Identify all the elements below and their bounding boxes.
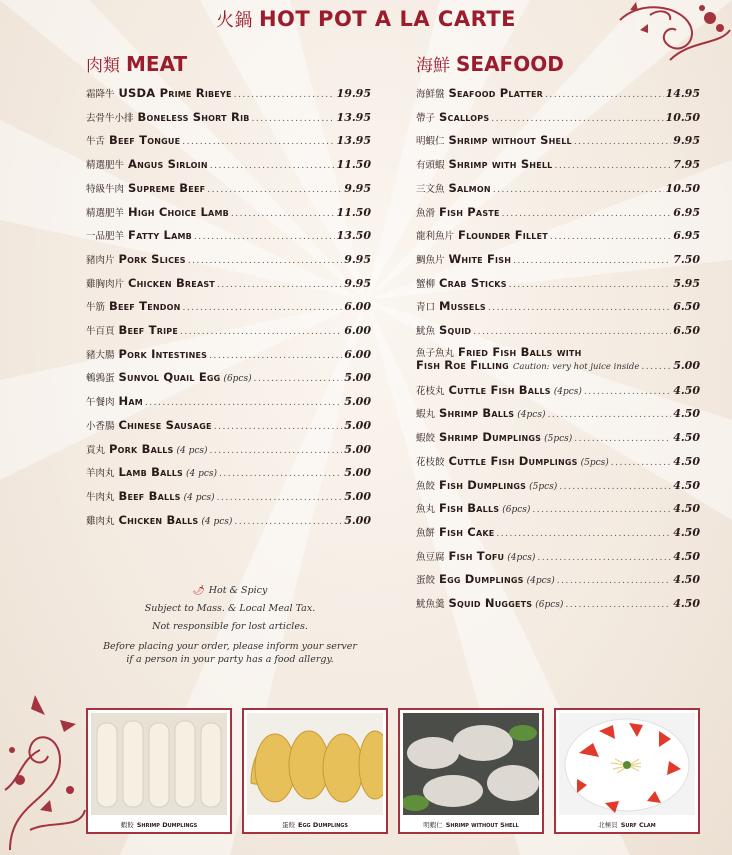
item-price: 9.95 [344, 252, 371, 266]
menu-item [86, 465, 371, 485]
item-zh: 蝦丸 [416, 409, 436, 421]
item-zh: 貢丸 [86, 444, 106, 456]
item-price: 5.00 [344, 489, 371, 503]
item-note: (6pcs) [502, 505, 531, 516]
item-price: 5.95 [673, 276, 700, 290]
item-name: Squid [439, 323, 472, 337]
item-name: White Fish [448, 251, 512, 266]
menu-item [416, 430, 700, 450]
item-name: Shrimp Balls [439, 406, 515, 421]
item-zh: 蛋餃 [416, 575, 436, 587]
dot-leader [207, 185, 342, 195]
menu-item [86, 370, 371, 390]
item-zh: 蝦餃 [416, 433, 436, 445]
item-name: Pork Balls [109, 441, 174, 456]
item-caution: Caution: very hot juice inside [512, 361, 640, 372]
item-price: 9.95 [344, 181, 371, 195]
dot-leader [574, 137, 671, 147]
item-price: 4.50 [673, 502, 700, 516]
item-name: Cuttle Fish Dumplings [448, 453, 578, 468]
photo-caption [244, 820, 386, 829]
item-name: Fatty Lamb [128, 228, 192, 243]
item-zh: 雞胸肉片 [86, 278, 125, 290]
item-price: 6.00 [344, 300, 371, 314]
dot-leader [574, 434, 671, 444]
item-note: (4pcs) [507, 552, 536, 563]
item-price: 11.50 [336, 205, 371, 219]
menu-item [416, 252, 700, 272]
seafood-title-text: SEAFOOD [456, 52, 564, 76]
dot-leader [496, 529, 671, 539]
dot-leader [217, 280, 342, 290]
item-zh: 明蝦仁 [416, 136, 445, 148]
item-price: 4.50 [673, 549, 700, 563]
menu-item [416, 501, 700, 521]
menu-item [416, 454, 700, 474]
menu-item [86, 86, 371, 106]
item-zh: 魚豆腐 [416, 551, 445, 563]
dot-leader [493, 185, 664, 195]
item-name: Cuttle Fish Balls [448, 382, 551, 397]
item-name: Lamb Balls [118, 465, 184, 480]
item-name: Shrimp with Shell [448, 157, 553, 172]
item-note: (5pcs) [580, 457, 609, 468]
item-price: 5.00 [344, 371, 371, 385]
item-name-line1: Fried Fish Balls with [458, 344, 582, 359]
page-title-text: HOT POT A LA CARTE [258, 7, 516, 31]
item-zh: 魚滑 [416, 207, 436, 219]
item-name: Shrimp Dumplings [439, 430, 542, 445]
item-zh: 花枝丸 [416, 385, 445, 397]
menu-item [86, 181, 371, 201]
item-zh: 去骨牛小排 [86, 112, 134, 124]
menu-item [416, 478, 700, 498]
item-zh: 鯛魚片 [416, 254, 445, 266]
item-zh: 三文魚 [416, 183, 445, 195]
item-price: 4.50 [673, 525, 700, 539]
item-price: 5.00 [344, 513, 371, 527]
dot-leader [217, 493, 343, 503]
caption-en: Shrimp without Shell [445, 821, 519, 829]
menu-item [86, 205, 371, 225]
item-price: 19.95 [336, 87, 371, 100]
allergy-note-line2: if a person in your party has a food allergy. [126, 654, 334, 665]
meat-title-cjk: 肉類 [86, 56, 120, 76]
item-price: 4.50 [673, 454, 700, 468]
tax-note: Subject to Mass. & Local Meal Tax. [144, 603, 316, 614]
item-name: Fish Tofu [448, 548, 505, 563]
menu-item [86, 157, 371, 177]
caption-zh: 北極貝 [598, 821, 618, 829]
item-name: Ham [118, 394, 143, 409]
menu-item [86, 394, 371, 414]
dot-leader [559, 482, 671, 492]
item-price: 5.00 [673, 358, 700, 372]
item-name: Seafood Platter [448, 86, 543, 100]
item-price: 5.00 [344, 442, 371, 456]
item-price: 4.50 [673, 407, 700, 421]
dot-leader [509, 280, 672, 290]
dot-leader [537, 553, 671, 563]
menu-item [86, 513, 371, 533]
seafood-title-cjk: 海鮮 [416, 56, 450, 76]
item-zh: 魚餅 [416, 527, 436, 539]
photo-surf-clam [554, 708, 700, 834]
item-price: 4.50 [673, 383, 700, 397]
item-name-line2: Fish Roe Filling [416, 357, 509, 372]
item-note: (5pcs) [544, 434, 573, 445]
menu-item [86, 489, 371, 509]
item-name: Flounder Fillet [458, 228, 548, 243]
menu-item [416, 525, 700, 545]
dot-leader [219, 469, 342, 479]
dot-leader [565, 600, 671, 610]
item-zh: 青口 [416, 302, 436, 314]
item-name: Beef Tongue [109, 133, 181, 148]
item-name: Boneless Short Rib [137, 109, 250, 124]
item-zh: 牛舌 [86, 136, 106, 148]
photo-shrimp-dumplings [86, 708, 232, 834]
surf-clam-image [559, 713, 695, 815]
item-name: Chicken Balls [118, 512, 199, 527]
menu-item [86, 133, 371, 153]
menu-item [416, 133, 700, 153]
meat-section-title [86, 50, 371, 86]
dot-leader [231, 209, 335, 219]
menu-item [416, 205, 700, 225]
item-zh: 牛筋 [86, 302, 106, 314]
menu-item [86, 276, 371, 296]
item-price: 9.95 [673, 134, 700, 148]
dot-leader [641, 362, 671, 372]
dot-leader [252, 114, 335, 124]
item-zh: 小香腸 [86, 420, 115, 432]
menu-item [416, 110, 700, 130]
allergy-note-line1: Before placing your order, please inform your server [103, 641, 357, 652]
item-price: 10.50 [665, 110, 700, 124]
shrimp-without-shell-image [403, 713, 539, 815]
item-zh: 鵪鶉蛋 [86, 373, 115, 385]
menu-item [416, 228, 700, 248]
item-zh: 魷魚羹 [416, 599, 445, 610]
item-zh: 午餐肉 [86, 397, 115, 409]
dot-leader [611, 458, 671, 468]
item-note: (4pcs) [517, 410, 546, 421]
shrimp-dumplings-image [91, 713, 227, 815]
caption-en: Shrimp Dumplings [136, 821, 198, 829]
item-zh: 豬肉片 [86, 254, 115, 266]
item-note: (6pcs) [535, 600, 564, 610]
item-price: 4.50 [673, 573, 700, 587]
item-price: 13.95 [336, 110, 371, 124]
item-zh: 羊肉丸 [86, 468, 115, 480]
item-zh: 精選肥牛 [86, 160, 125, 172]
menu-item [416, 406, 700, 426]
dot-leader [547, 410, 671, 420]
caption-zh: 蝦餃 [120, 821, 134, 829]
item-zh: 豬大腸 [86, 349, 115, 361]
menu-item [416, 572, 700, 592]
item-name: Pork Intestines [118, 346, 208, 361]
dot-leader [210, 161, 335, 171]
item-zh: 魷魚 [416, 326, 436, 337]
item-price: 10.50 [665, 181, 700, 195]
photo-caption [556, 820, 698, 829]
menu-item [416, 86, 700, 106]
item-zh: 龍利魚片 [416, 231, 455, 243]
photo-caption [400, 820, 542, 829]
item-zh: 魚餃 [416, 480, 436, 492]
item-price: 5.00 [344, 418, 371, 432]
item-note: (4 pcs) [186, 469, 218, 480]
item-note: (4pcs) [526, 576, 555, 587]
menu-item [416, 596, 700, 616]
item-name: Chicken Breast [128, 275, 215, 290]
item-zh: 牛百頁 [86, 326, 115, 337]
dot-leader [584, 387, 671, 397]
menu-item [86, 442, 371, 462]
item-zh: 雞肉丸 [86, 515, 115, 527]
item-price: 5.00 [344, 395, 371, 409]
item-price: 4.50 [673, 597, 700, 610]
item-zh: 牛肉丸 [86, 491, 115, 503]
item-price: 13.95 [336, 134, 371, 148]
menu-item [416, 276, 700, 296]
item-zh: 特級牛肉 [86, 183, 125, 195]
dot-leader [180, 327, 342, 337]
item-name: Angus Sirloin [128, 157, 208, 172]
item-name: Fish Cake [439, 524, 495, 539]
dot-leader [488, 303, 671, 313]
dot-leader [513, 256, 671, 266]
caption-zh: 明蝦仁 [423, 821, 443, 829]
dot-leader [473, 327, 671, 337]
caption-en: Surf Clam [620, 821, 656, 829]
item-name: Pork Slices [118, 251, 186, 266]
menu-item [416, 383, 700, 403]
item-price: 14.95 [665, 87, 700, 100]
dot-leader [254, 374, 343, 384]
item-name: High Choice Lamb [128, 204, 229, 219]
item-zh: 霜降牛 [86, 89, 115, 100]
dot-leader [145, 398, 342, 408]
meat-section [86, 50, 371, 527]
dot-leader [210, 446, 343, 456]
item-price: 6.00 [344, 324, 371, 337]
item-price: 11.50 [336, 158, 371, 172]
menu-item [86, 110, 371, 130]
item-name: USDA Prime Ribeye [118, 86, 232, 100]
menu-item [416, 181, 700, 201]
item-price: 6.50 [673, 300, 700, 314]
item-name: Shrimp without Shell [448, 133, 572, 148]
item-price: 6.95 [673, 229, 700, 243]
menu-item [86, 299, 371, 319]
item-zh: 花枝餃 [416, 456, 445, 468]
dot-leader [502, 209, 672, 219]
menu-item [86, 347, 371, 367]
menu-item [416, 549, 700, 569]
item-name: Supreme Beef [128, 180, 206, 195]
menu-item-fish-roe-balls [416, 345, 700, 373]
photo-shrimp-without-shell [398, 708, 544, 834]
item-zh: 海鮮盤 [416, 89, 445, 100]
item-zh: 有頭蝦 [416, 160, 445, 172]
dot-leader [209, 351, 342, 361]
menu-item [86, 228, 371, 248]
bottom-left-swirl-ornament [0, 690, 90, 855]
dot-leader [234, 90, 335, 100]
dot-leader [550, 232, 671, 242]
item-name: Salmon [448, 180, 491, 195]
item-price: 5.00 [344, 466, 371, 480]
item-price: 6.00 [344, 347, 371, 361]
item-name: Crab Sticks [439, 275, 507, 290]
page-title [0, 6, 732, 32]
dot-leader [491, 114, 663, 124]
seafood-section [416, 50, 700, 610]
item-price: 6.95 [673, 205, 700, 219]
item-name: Egg Dumplings [439, 572, 524, 587]
item-name: Fish Paste [439, 204, 500, 219]
item-zh: 魚丸 [416, 504, 436, 516]
item-price: 4.50 [673, 478, 700, 492]
item-name: Fish Balls [439, 501, 500, 516]
photo-caption [88, 820, 230, 829]
item-zh: 帶子 [416, 112, 436, 124]
item-note: (5pcs) [529, 481, 558, 492]
item-price: 7.50 [673, 252, 700, 266]
menu-item [86, 323, 371, 343]
item-name: Beef Balls [118, 488, 181, 503]
item-zh: 蟹柳 [416, 278, 436, 290]
item-price: 13.50 [336, 229, 371, 243]
menu-item [86, 252, 371, 272]
dot-leader [557, 576, 671, 586]
photo-egg-dumplings [242, 708, 388, 834]
dot-leader [188, 256, 342, 266]
dot-leader [554, 161, 671, 171]
menu-notes [90, 582, 370, 666]
item-zh: 精選肥羊 [86, 207, 125, 219]
item-name: Scallops [439, 109, 490, 124]
item-note: (4pcs) [553, 386, 582, 397]
caption-en: Egg Dumplings [298, 821, 348, 829]
item-note: (4 pcs) [183, 492, 215, 503]
item-name: Mussels [439, 299, 486, 314]
menu-item [416, 323, 700, 343]
item-name: Fish Dumplings [439, 477, 527, 492]
dot-leader [545, 90, 664, 100]
dot-leader [182, 137, 334, 147]
item-name: Beef Tripe [118, 323, 178, 337]
item-zh: 一品肥羊 [86, 231, 125, 243]
item-price: 9.95 [344, 276, 371, 290]
item-price: 7.95 [673, 158, 700, 172]
item-name: Squid Nuggets [448, 596, 533, 610]
item-name: Beef Tendon [109, 299, 181, 314]
item-note: (4 pcs) [176, 445, 208, 456]
item-note: (4 pcs) [201, 516, 233, 527]
item-price: 6.50 [673, 324, 700, 337]
hot-spicy-legend: Hot & Spicy [208, 585, 268, 596]
seafood-section-title [416, 50, 700, 86]
meat-title-text: MEAT [126, 52, 188, 76]
lost-articles-note: Not responsible for lost articles. [152, 621, 308, 632]
menu-item [416, 299, 700, 319]
dot-leader [234, 517, 342, 527]
dot-leader [194, 232, 335, 242]
item-name: Sunvol Quail Egg [118, 370, 221, 385]
dot-leader [214, 422, 342, 432]
caption-zh: 蛋餃 [282, 821, 296, 829]
egg-dumplings-image [247, 713, 383, 815]
item-price: 4.50 [673, 431, 700, 445]
menu-item [86, 418, 371, 438]
item-zh: 魚子魚丸 [416, 347, 455, 359]
dot-leader [183, 303, 343, 313]
item-note: (6pcs) [223, 374, 252, 385]
page-title-cjk: 火鍋 [215, 10, 253, 31]
menu-item [416, 157, 700, 177]
chili-pepper-icon: 🌶 [192, 585, 205, 596]
item-name: Chinese Sausage [118, 417, 212, 432]
dot-leader [532, 505, 671, 515]
